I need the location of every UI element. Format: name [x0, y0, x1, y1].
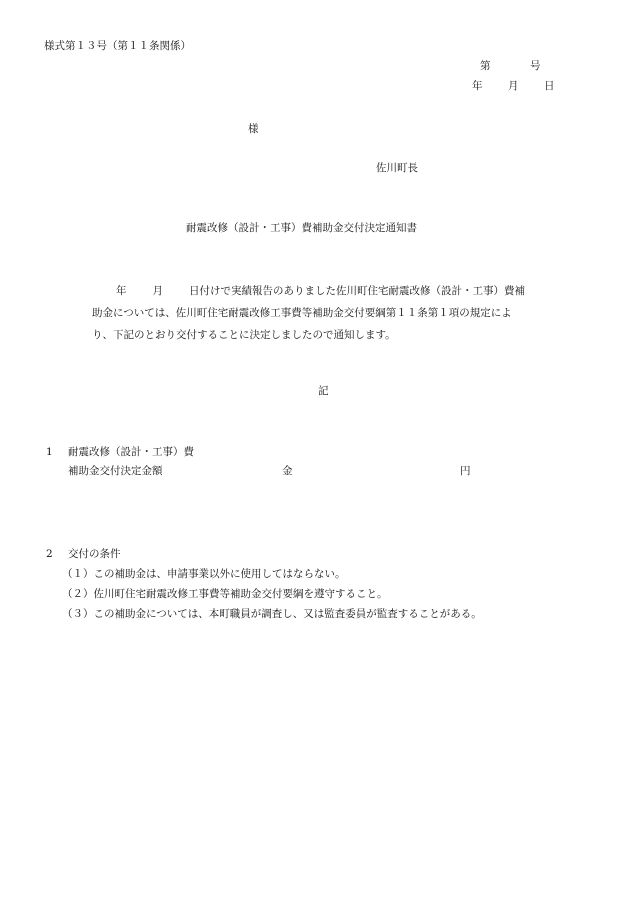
issuer-name: 佐川町長 [376, 162, 418, 174]
body-year-label: 年 [116, 285, 127, 297]
body-line-3: り、下記のとおり交付することに決定しましたので通知します。 [92, 329, 396, 341]
amount-prefix: 金 [282, 465, 293, 477]
body-line-1-text: 日付けで実績報告のありました佐川町住宅耐震改修（設計・工事）費補 [189, 285, 525, 297]
body-paragraph [92, 280, 582, 346]
body-line-1 [92, 280, 582, 302]
amount-unit: 円 [460, 465, 471, 477]
date-day-label: 日 [544, 80, 555, 92]
date-month-label: 月 [508, 80, 519, 92]
grant-amount-label: 補助金交付決定金額 [68, 465, 163, 477]
section-1-heading [46, 446, 194, 459]
ki-note-heading: 記 [318, 385, 329, 397]
condition-item: （３）この補助金については、本町職員が調査し、又は監査委員が監査することがある。 [62, 608, 482, 620]
section-2-heading [46, 548, 121, 561]
form-number: 様式第１３号（第１１条関係） [44, 40, 191, 52]
section-1-title: 耐震改修（設計・工事）費 [68, 446, 194, 458]
condition-item: （１）この補助金は、申請事業以外に使用してはならない。 [62, 568, 346, 580]
body-line-2: 助金については、佐川町住宅耐震改修工事費等補助金交付要綱第１１条第１項の規定によ [92, 307, 512, 319]
section-2-number: 2 [46, 548, 53, 560]
body-month-label: 月 [152, 285, 163, 297]
condition-item: （２）佐川町住宅耐震改修工事費等補助金交付要綱を遵守すること。 [62, 588, 388, 600]
recipient-honorific: 様 [248, 123, 259, 135]
document-title: 耐震改修（設計・工事）費補助金交付決定通知書 [186, 222, 417, 234]
document-number-prefix: 第 [480, 60, 491, 72]
document-number-suffix: 号 [530, 60, 541, 72]
section-2-title: 交付の条件 [68, 548, 121, 560]
section-1-number: 1 [46, 446, 53, 458]
date-year-label: 年 [472, 80, 483, 92]
